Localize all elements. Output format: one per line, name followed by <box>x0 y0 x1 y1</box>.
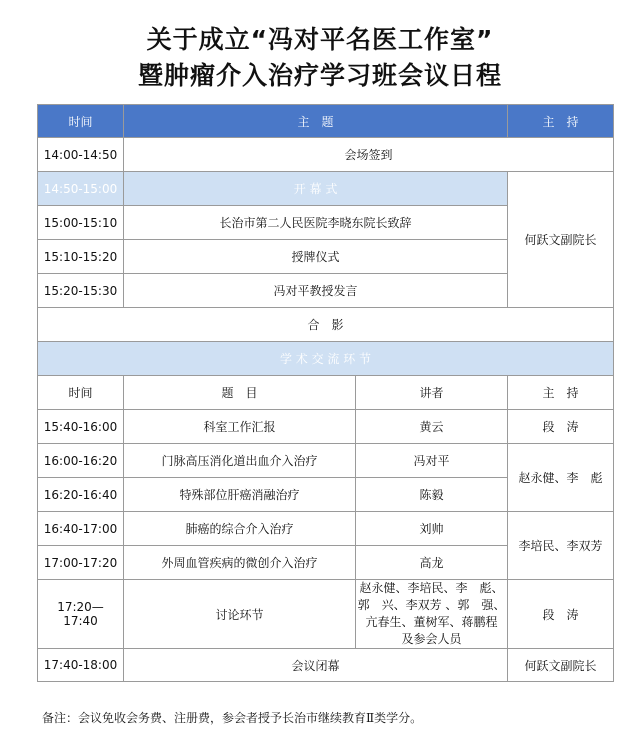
row-host: 段 涛 <box>508 410 614 444</box>
row-topic: 授牌仪式 <box>124 240 508 274</box>
footnote: 备注：会议免收会务费、注册费，参会者授予长治市继续教育Ⅱ类学分。 <box>42 711 423 725</box>
ceremony-time: 14:50-15:00 <box>38 172 124 206</box>
discussion-speakers <box>356 580 508 649</box>
col-time: 时间 <box>38 376 124 410</box>
schedule-table <box>37 104 614 682</box>
col-topic: 题 目 <box>124 376 356 410</box>
row-time: 16:40-17:00 <box>38 512 124 546</box>
checkin-time: 14:00-14:50 <box>38 138 124 172</box>
row-time: 17:00-17:20 <box>38 546 124 580</box>
academic-band-row <box>38 342 614 376</box>
closing-row <box>38 649 614 682</box>
row-speaker: 陈毅 <box>356 478 508 512</box>
row-topic: 特殊部位肝癌消融治疗 <box>124 478 356 512</box>
discussion-host: 段 涛 <box>508 580 614 649</box>
row-time: 16:00-16:20 <box>38 444 124 478</box>
speaker-line: 郭 兴、李双芳 、郭 强、 <box>357 598 506 612</box>
row-time: 16:20-16:40 <box>38 478 124 512</box>
row-topic: 外周血管疾病的微创介入治疗 <box>124 546 356 580</box>
row-topic: 冯对平教授发言 <box>124 274 508 308</box>
row-speaker: 黄云 <box>356 410 508 444</box>
row-time: 15:00-15:10 <box>38 206 124 240</box>
speaker-line: 赵永健、李培民、李 彪、 <box>359 581 504 595</box>
table-row <box>38 138 614 172</box>
row-topic: 门脉高压消化道出血介入治疗 <box>124 444 356 478</box>
row-host: 李培民、李双芳 <box>508 512 614 580</box>
col-host: 主 持 <box>508 376 614 410</box>
row-time: 15:20-15:30 <box>38 274 124 308</box>
discussion-time-end: 17:40 <box>63 614 98 628</box>
table-row <box>38 410 614 444</box>
checkin-topic: 会场签到 <box>124 138 614 172</box>
header-host: 主 持 <box>508 105 614 138</box>
row-speaker: 冯对平 <box>356 444 508 478</box>
table-row <box>38 172 614 206</box>
speaker-line: 及参会人员 <box>401 632 462 646</box>
academic-header-row <box>38 376 614 410</box>
row-topic: 长治市第二人民医院李晓东院长致辞 <box>124 206 508 240</box>
table-row <box>38 444 614 478</box>
closing-host: 何跃文副院长 <box>508 649 614 682</box>
page-title-line2: 暨肿瘤介入治疗学习班会议日程 <box>137 61 502 90</box>
row-time: 15:10-15:20 <box>38 240 124 274</box>
header-topic: 主 题 <box>124 105 508 138</box>
discussion-time-start: 17:20— <box>57 600 104 614</box>
table-header-row <box>38 105 614 138</box>
table-row <box>38 512 614 546</box>
page-title-line1: 关于成立“冯对平名医工作室” <box>146 25 494 54</box>
row-speaker: 刘帅 <box>356 512 508 546</box>
col-speaker: 讲者 <box>356 376 508 410</box>
speaker-line: 亢春生、董树军、蒋鹏程 <box>365 615 498 629</box>
header-time: 时间 <box>38 105 124 138</box>
discussion-row <box>38 580 614 649</box>
row-topic: 科室工作汇报 <box>124 410 356 444</box>
row-time: 15:40-16:00 <box>38 410 124 444</box>
group-photo: 合 影 <box>38 308 614 342</box>
discussion-time <box>38 580 124 649</box>
ceremony-topic: 开 幕 式 <box>124 172 508 206</box>
academic-band: 学 术 交 流 环 节 <box>38 342 614 376</box>
row-host: 赵永健、李 彪 <box>508 444 614 512</box>
closing-topic: 会议闭幕 <box>124 649 508 682</box>
discussion-topic: 讨论环节 <box>124 580 356 649</box>
closing-time: 17:40-18:00 <box>38 649 124 682</box>
row-topic: 肺癌的综合介入治疗 <box>124 512 356 546</box>
table-row <box>38 308 614 342</box>
opening-host: 何跃文副院长 <box>508 172 614 308</box>
row-speaker: 高龙 <box>356 546 508 580</box>
